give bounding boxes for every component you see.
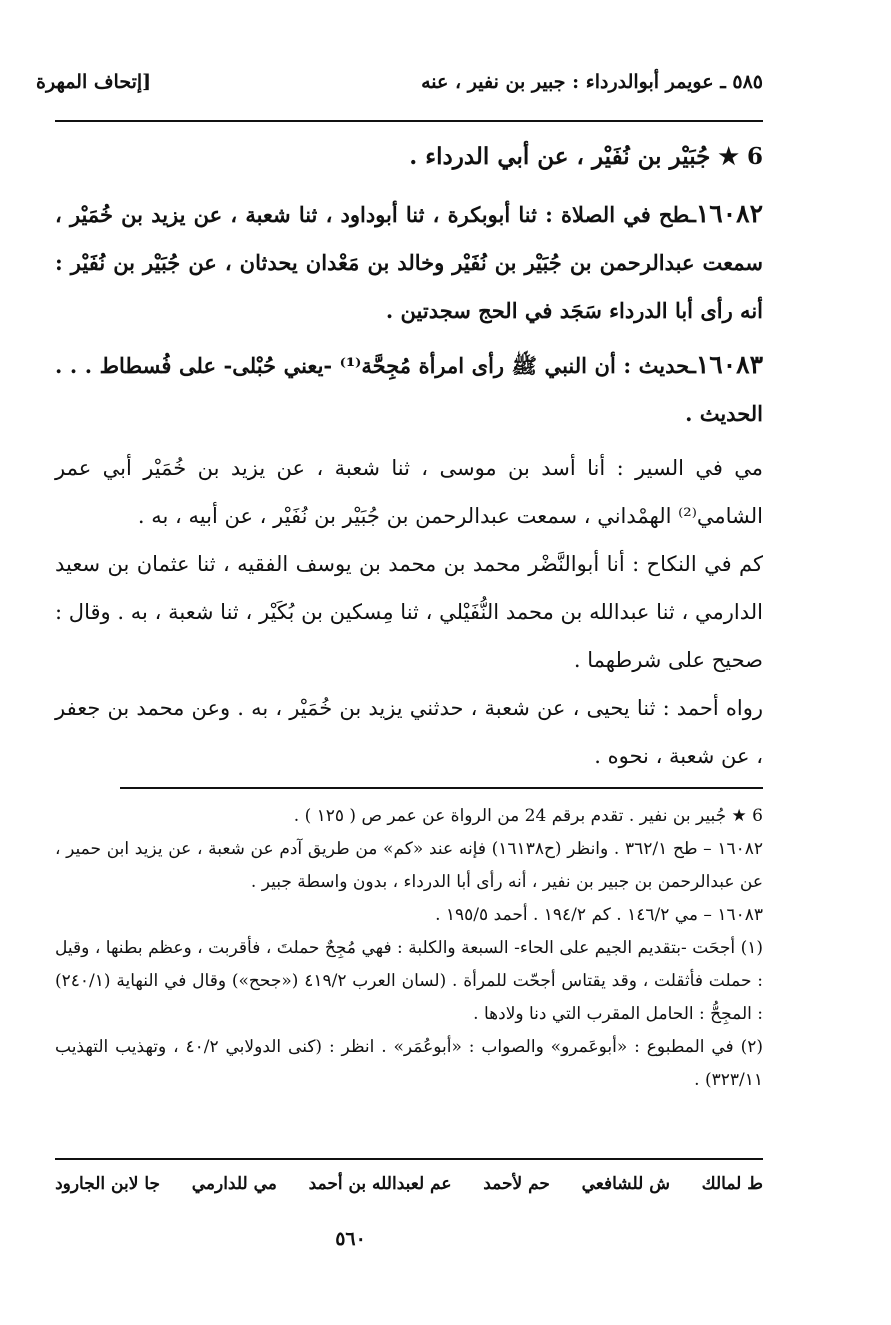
footnote-rule bbox=[120, 787, 763, 789]
header-rule bbox=[55, 120, 763, 122]
legend-item: مي للدارمي bbox=[191, 1174, 277, 1194]
chain-paragraph: كم في النكاح : أنا أبوالنَّضْر محمد بن محمد بن يوسف الفقيه ، ثنا عثمان بن سعيد الدارمي ، ثنا عبدالله بن محمد النُّفَيْلي ، ثنا مِسكين بن بُكَيْر ، ثنا شعبة ، به . وقال : صحيح على شرطهما . bbox=[55, 552, 763, 672]
narrator-heading: 6 ★ جُبَيْر بن نُفَيْر ، عن أبي الدرداء . bbox=[409, 143, 763, 170]
legend-item: حم لأحمد bbox=[483, 1174, 550, 1194]
abbreviation-legend bbox=[55, 1166, 763, 1202]
hadith-text: ـحديث : أن النبي ﷺ رأى امرأة مُجِحَّة⁽¹⁾ -يعني حُبْلى- على فُسطاط . . . الحديث . bbox=[55, 353, 763, 426]
footnote: ١٦٠٨٢ – طح ٣٦٢/١ . وانظر (ح١٦١٣٨) فإنه عند «كم» من طريق آدم عن شعبة ، عن يزيد ابن حمير ، عن عبدالرحمن بن جبير بن نفير ، أنه رأى أبا الدرداء ، بدون واسطة جبير . bbox=[55, 839, 763, 892]
legend-item: عم لعبدالله بن أحمد bbox=[308, 1174, 452, 1194]
hadith-text: ـطح في الصلاة : ثنا أبوبكرة ، ثنا أبوداود ، ثنا شعبة ، عن يزيد بن خُمَيْر ، سمعت عبدالرحمن بن جُبَيْر بن نُفَيْر وخالد بن مَعْدان يحدثان ، عن جُبَيْر بن نُفَيْر : أنه رأى أبا الدرداء سَجَد في الحج سجدتين . bbox=[55, 202, 763, 323]
hadith-entry bbox=[55, 190, 763, 335]
legend-item: جا لابن الجارود bbox=[55, 1174, 161, 1194]
hadith-number: ١٦٠٨٢ bbox=[695, 199, 763, 228]
chain-paragraph: مي في السير : أنا أسد بن موسى ، ثنا شعبة ، عن يزيد بن خُمَيْر أبي عمر الشامي⁽²⁾ الهمْداني ، سمعت عبدالرحمن بن جُبَيْر بن نُفَيْر ، عن أبيه ، به . bbox=[55, 456, 763, 528]
hadith-number: ١٦٠٨٣ bbox=[695, 350, 763, 379]
footnotes bbox=[55, 800, 763, 1097]
footnote: (١) أجحَت -بتقديم الجيم على الحاء- السبعة والكلبة : فهي مُجِحٌ حملتَ ، فأقربت ، وعظم بطنها ، وقيل : حملت فأثقلت ، وقد يقتاس أجحّت للمرأة . (لسان العرب ٤١٩/٢ («جحح») وقال في النهاية (٢٤٠/١) : المجِحُّ : الحامل المقرب التي دنا ولادها . bbox=[55, 938, 763, 1024]
footnote: (٢) في المطبوع : «أبوعَمرو» والصواب : «أبوعُمَر» . انظر : (كنى الدولابي ٤٠/٢ ، وتهذيب التهذيب ٣٢٣/١١) . bbox=[55, 1037, 763, 1090]
running-header bbox=[36, 62, 763, 102]
header-book-title: [إتحاف المهرة bbox=[36, 71, 152, 93]
main-text bbox=[55, 130, 763, 780]
legend-item: ش للشافعي bbox=[581, 1174, 670, 1194]
legend-rule bbox=[55, 1158, 763, 1160]
hadith-entry bbox=[55, 341, 763, 438]
page-number: ٥٦٠ bbox=[335, 1228, 366, 1250]
header-chapter-title: ٥٨٥ ـ عويمر أبوالدرداء : جبير بن نفير ، عنه bbox=[421, 71, 763, 93]
footnote: ١٦٠٨٣ – مي ١٤٦/٢ . كم ١٩٤/٢ . أحمد ١٩٥/٥ . bbox=[435, 905, 763, 925]
chain-paragraph: رواه أحمد : ثنا يحيى ، عن شعبة ، حدثني يزيد بن خُمَيْر ، به . وعن محمد بن جعفر ، عن شعبة ، نحوه . bbox=[55, 696, 763, 768]
footnote: 6 ★ جُبير بن نفير . تقدم برقم 24 من الرواة عن عمر ص ( ١٢٥ ) . bbox=[293, 806, 763, 826]
legend-item: ط لمالك bbox=[701, 1174, 763, 1194]
